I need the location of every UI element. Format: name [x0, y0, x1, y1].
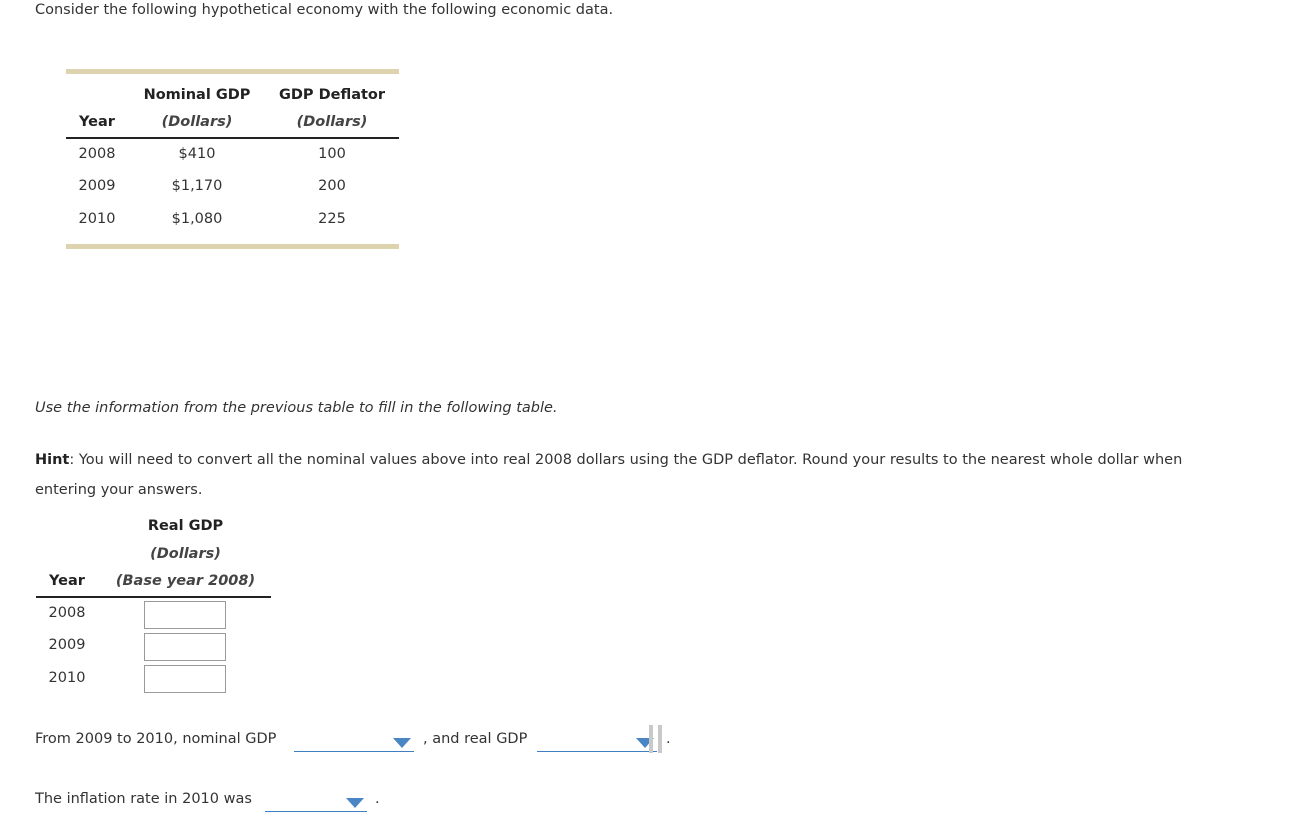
chevron-down-icon — [346, 798, 364, 808]
year-cell: 2008 — [48, 605, 86, 621]
nominal-gdp-cell: $410 — [178, 146, 216, 162]
cursor-bar-left — [649, 725, 653, 753]
year-cell: 2008 — [78, 146, 116, 162]
table-top-rule — [66, 69, 399, 74]
gdp-deflator-cell: 100 — [318, 146, 346, 162]
nominal-gdp-unit: (Dollars) — [161, 114, 233, 130]
hint-label: Hint — [35, 452, 70, 468]
q1-suffix-text: . — [666, 731, 671, 747]
real-gdp-2008-input[interactable] — [144, 601, 226, 629]
header-divider — [66, 137, 399, 139]
cursor-bar-right — [658, 725, 662, 753]
chevron-down-icon — [393, 738, 411, 748]
q2-suffix-text: . — [375, 791, 380, 807]
inflation-rate-dropdown[interactable] — [265, 792, 367, 812]
instruction-text: Use the information from the previous table to fill in the following table. — [35, 400, 558, 416]
nominal-gdp-cell: $1,170 — [171, 178, 223, 194]
real-gdp-change-dropdown[interactable] — [537, 732, 657, 752]
gdp-deflator-cell: 200 — [318, 178, 346, 194]
gdp-deflator-cell: 225 — [318, 211, 346, 227]
nominal-gdp-cell: $1,080 — [171, 211, 223, 227]
hint-paragraph — [35, 445, 1185, 505]
header-divider — [36, 596, 271, 598]
real-gdp-unit: (Dollars) — [150, 546, 221, 562]
q1-middle-text: , and real GDP — [423, 731, 528, 747]
gdp-deflator-header: GDP Deflator — [278, 87, 386, 103]
real-gdp-header: Real GDP — [147, 518, 224, 534]
hint-text: : You will need to convert all the nominal values above into real 2008 dollars using the GDP deflator. Round your results to the nearest whole dollar when entering your answers. — [35, 452, 1183, 498]
year-header: Year — [79, 114, 115, 130]
real-gdp-2010-input[interactable] — [144, 665, 226, 693]
gdp-deflator-unit: (Dollars) — [296, 114, 368, 130]
year-cell: 2009 — [78, 178, 116, 194]
intro-text: Consider the following hypothetical economy with the following economic data. — [35, 2, 614, 18]
nominal-gdp-change-dropdown[interactable] — [294, 732, 414, 752]
year-cell: 2009 — [48, 637, 86, 653]
q1-prefix-text: From 2009 to 2010, nominal GDP — [35, 731, 277, 747]
base-year-label: (Base year 2008) — [115, 573, 256, 589]
nominal-gdp-header: Nominal GDP — [143, 87, 251, 103]
q2-prefix-text: The inflation rate in 2010 was — [35, 791, 252, 807]
table-bottom-rule — [66, 244, 399, 249]
year-cell: 2010 — [78, 211, 116, 227]
real-gdp-2009-input[interactable] — [144, 633, 226, 661]
year-header: Year — [49, 573, 85, 589]
year-cell: 2010 — [48, 670, 86, 686]
